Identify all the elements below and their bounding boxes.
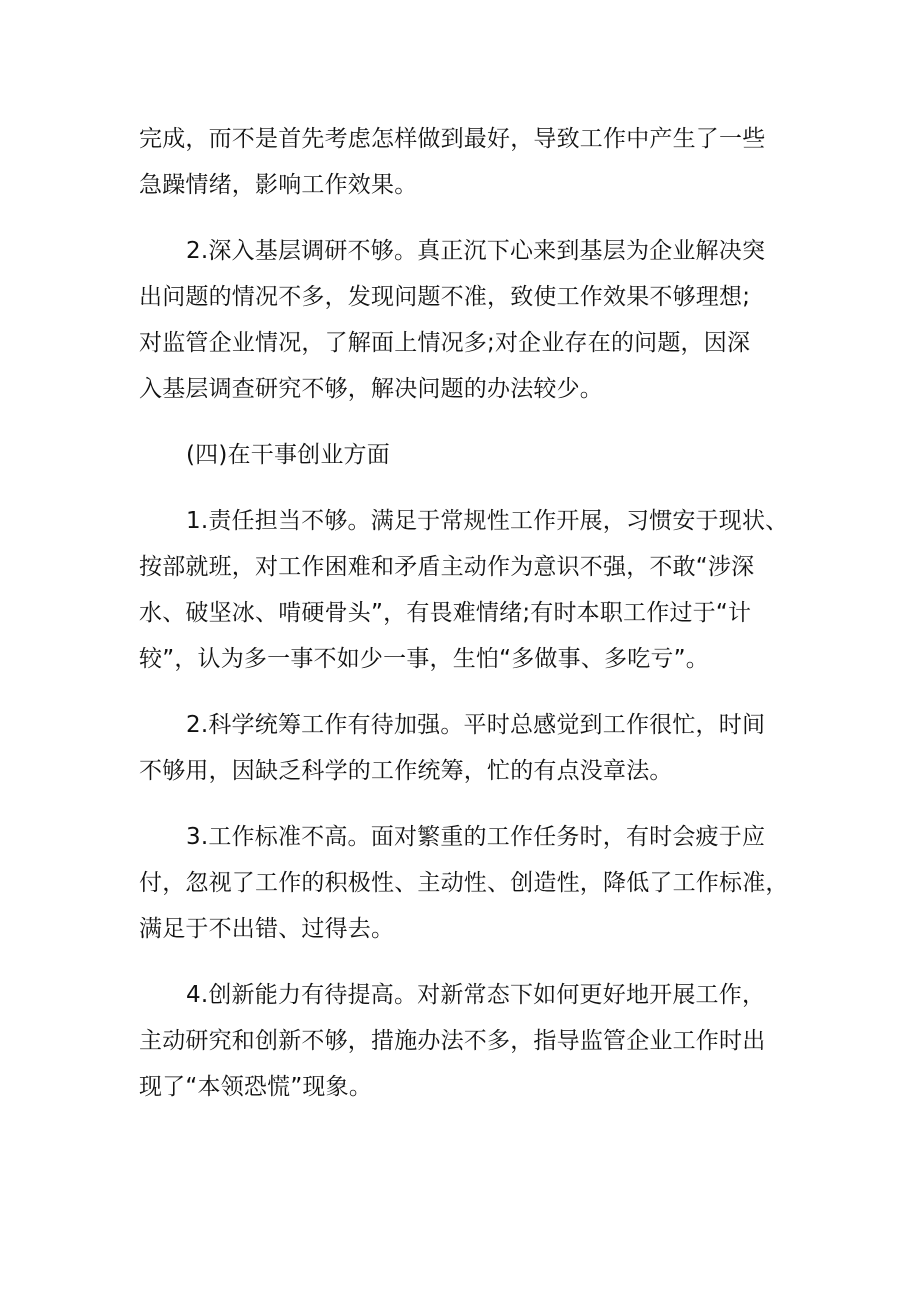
text-line: 急躁情绪，影响工作效果。	[139, 172, 418, 198]
text-line: 按部就班，对工作困难和矛盾主动作为意识不强，不敢“涉深	[139, 554, 755, 580]
heading-line: (四)在干事创业方面	[186, 442, 390, 468]
text-line: 对监管企业情况，了解面上情况多;对企业存在的问题，因深	[139, 330, 751, 356]
text-line: 较”，认为多一事不如少一事，生怕“多做事、多吃亏”。	[139, 646, 709, 672]
document-body	[139, 116, 789, 1110]
text-line: 满足于不出错、过得去。	[139, 916, 395, 942]
paragraph-item-2-research	[139, 228, 789, 412]
text-line: 1.责任担当不够。满足于常规性工作开展，习惯安于现状、	[186, 508, 789, 534]
text-line: 2.科学统筹工作有待加强。平时总感觉到工作很忙，时间	[186, 712, 766, 738]
paragraph-item-4-innovation	[139, 972, 789, 1110]
paragraph-item-2-planning	[139, 702, 789, 794]
text-line: 主动研究和创新不够，措施办法不多，指导监管企业工作时出	[139, 1028, 766, 1054]
paragraph-item-3-standards	[139, 814, 789, 952]
text-line: 出问题的情况不多，发现问题不准，致使工作效果不够理想;	[139, 284, 751, 310]
section-heading-4	[139, 432, 789, 478]
text-line: 完成，而不是首先考虑怎样做到最好，导致工作中产生了一些	[139, 126, 766, 152]
text-line: 3.工作标准不高。面对繁重的工作任务时，有时会疲于应	[186, 824, 766, 850]
text-line: 水、破坚冰、啃硬骨头”，有畏难情绪;有时本职工作过于“计	[139, 600, 752, 626]
paragraph-continuation	[139, 116, 789, 208]
paragraph-item-1-responsibility	[139, 498, 789, 682]
text-line: 4.创新能力有待提高。对新常态下如何更好地开展工作，	[186, 982, 766, 1008]
text-line: 付，忽视了工作的积极性、主动性、创造性，降低了工作标准，	[139, 870, 789, 896]
text-line: 现了“本领恐慌”现象。	[139, 1074, 373, 1100]
text-line: 2.深入基层调研不够。真正沉下心来到基层为企业解决突	[186, 238, 766, 264]
text-line: 入基层调查研究不够，解决问题的办法较少。	[139, 376, 603, 402]
text-line: 不够用，因缺乏科学的工作统筹，忙的有点没章法。	[139, 758, 673, 784]
